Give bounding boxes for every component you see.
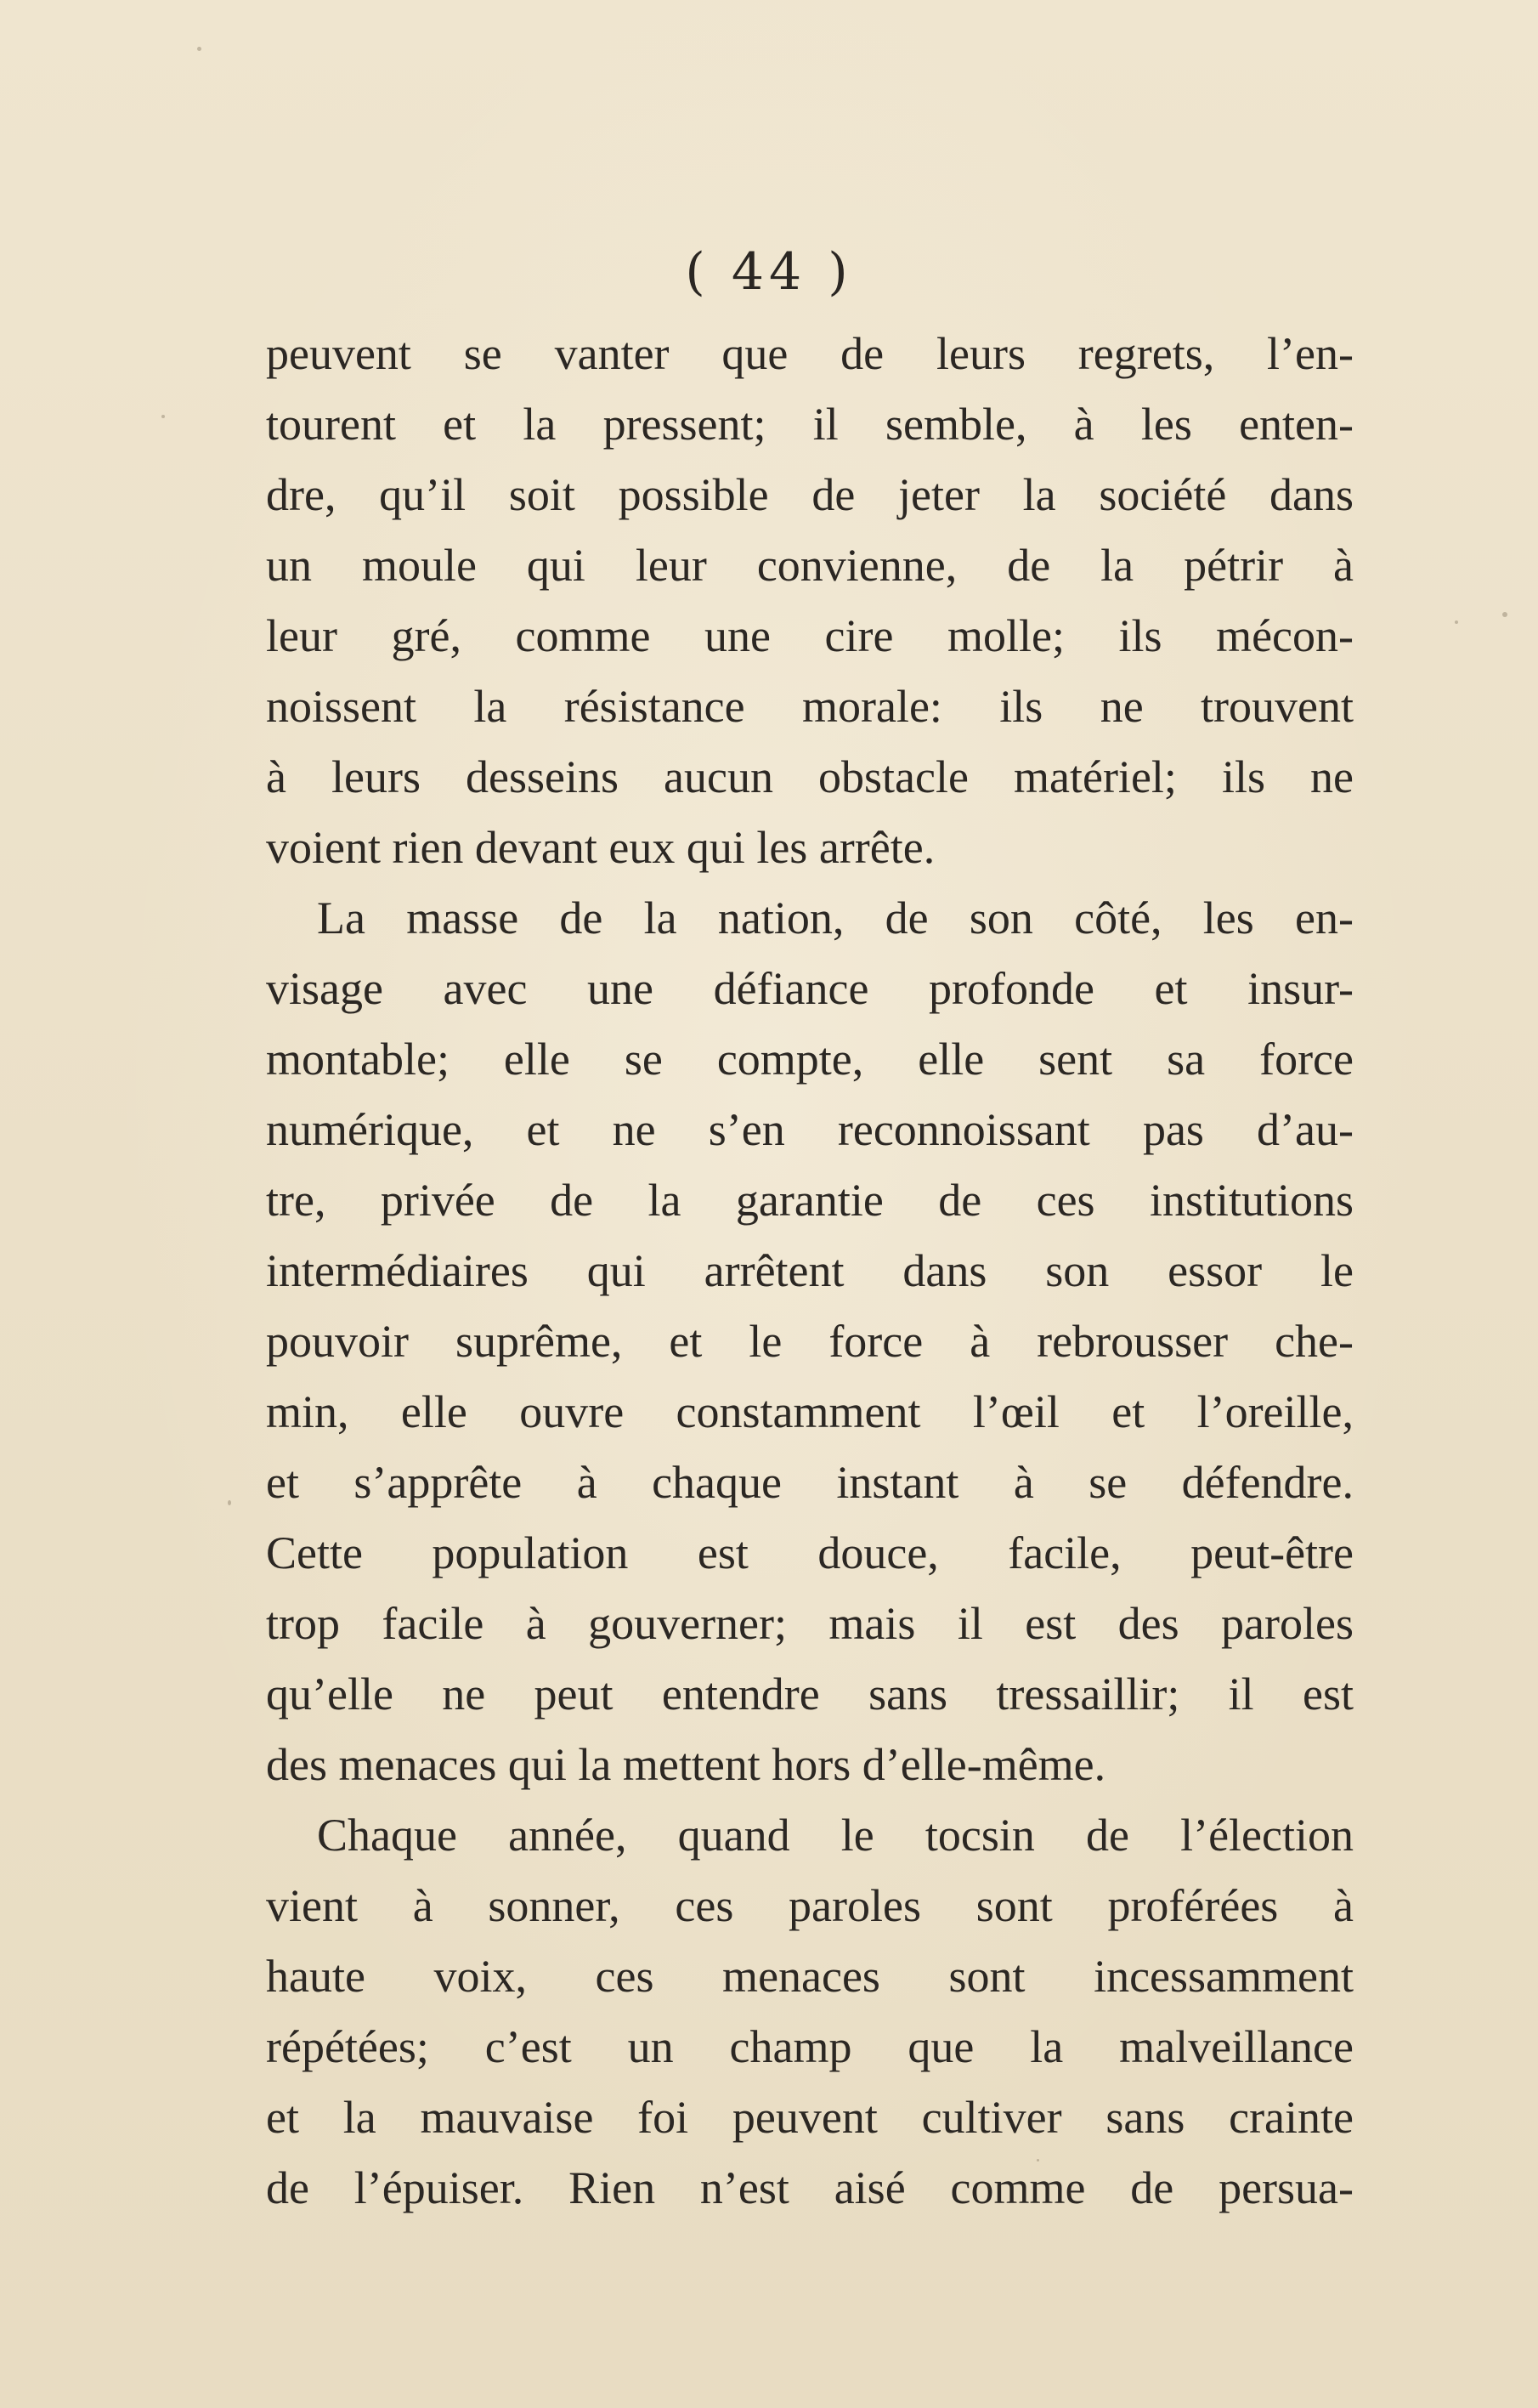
paper-speck — [1502, 612, 1507, 617]
page-number: ( 44 ) — [685, 242, 853, 302]
text-line: Cette population est douce, facile, peut-être — [266, 1527, 1354, 1578]
paper-speck — [228, 1500, 231, 1505]
text-line: trop facile à gouverner; mais il est des paroles — [266, 1598, 1354, 1649]
text-line: noissent la résistance morale: ils ne trouvent — [266, 681, 1354, 732]
text-line: qu’elle ne peut entendre sans tressaillir; il est — [266, 1669, 1354, 1720]
text-line: de l’épuiser. Rien n’est aisé comme de persua- — [266, 2162, 1354, 2213]
text-line: et s’apprête à chaque instant à se défendre. — [266, 1457, 1354, 1508]
text-line: des menaces qui la mettent hors d’elle-même. — [266, 1739, 1106, 1790]
text-line: montable; elle se compte, elle sent sa force — [266, 1034, 1354, 1085]
text-line: pouvoir suprême, et le force à rebrousser che- — [266, 1316, 1354, 1367]
paper-speck — [161, 415, 165, 418]
text-line: numérique, et ne s’en reconnoissant pas d’au- — [266, 1104, 1354, 1155]
text-line: et la mauvaise foi peuvent cultiver sans crainte — [266, 2092, 1354, 2143]
body-text — [266, 319, 1354, 2224]
text-line: haute voix, ces menaces sont incessamment — [266, 1951, 1354, 2002]
text-line: peuvent se vanter que de leurs regrets, l’en- — [266, 328, 1354, 379]
text-line: visage avec une défiance profonde et insur- — [266, 963, 1354, 1014]
text-line: intermédiaires qui arrêtent dans son essor le — [266, 1245, 1354, 1296]
text-line: leur gré, comme une cire molle; ils mécon- — [266, 610, 1354, 661]
paper-speck — [197, 47, 201, 51]
text-line: min, elle ouvre constamment l’œil et l’oreille, — [266, 1386, 1354, 1437]
text-line: voient rien devant eux qui les arrête. — [266, 822, 936, 873]
text-line: vient à sonner, ces paroles sont proférées à — [266, 1880, 1354, 1931]
paragraph-start-line: Chaque année, quand le tocsin de l’élection — [317, 1810, 1354, 1861]
text-line: dre, qu’il soit possible de jeter la société dans — [266, 469, 1354, 520]
text-line: tourent et la pressent; il semble, à les enten- — [266, 399, 1354, 450]
paragraph-start-line: La masse de la nation, de son côté, les en- — [317, 892, 1354, 943]
paper-speck — [1455, 620, 1458, 624]
text-line: tre, privée de la garantie de ces institutions — [266, 1175, 1354, 1226]
text-line: à leurs desseins aucun obstacle matériel; ils ne — [266, 751, 1354, 802]
text-line: un moule qui leur convienne, de la pétrir à — [266, 540, 1354, 591]
text-line: répétées; c’est un champ que la malveillance — [266, 2021, 1354, 2072]
